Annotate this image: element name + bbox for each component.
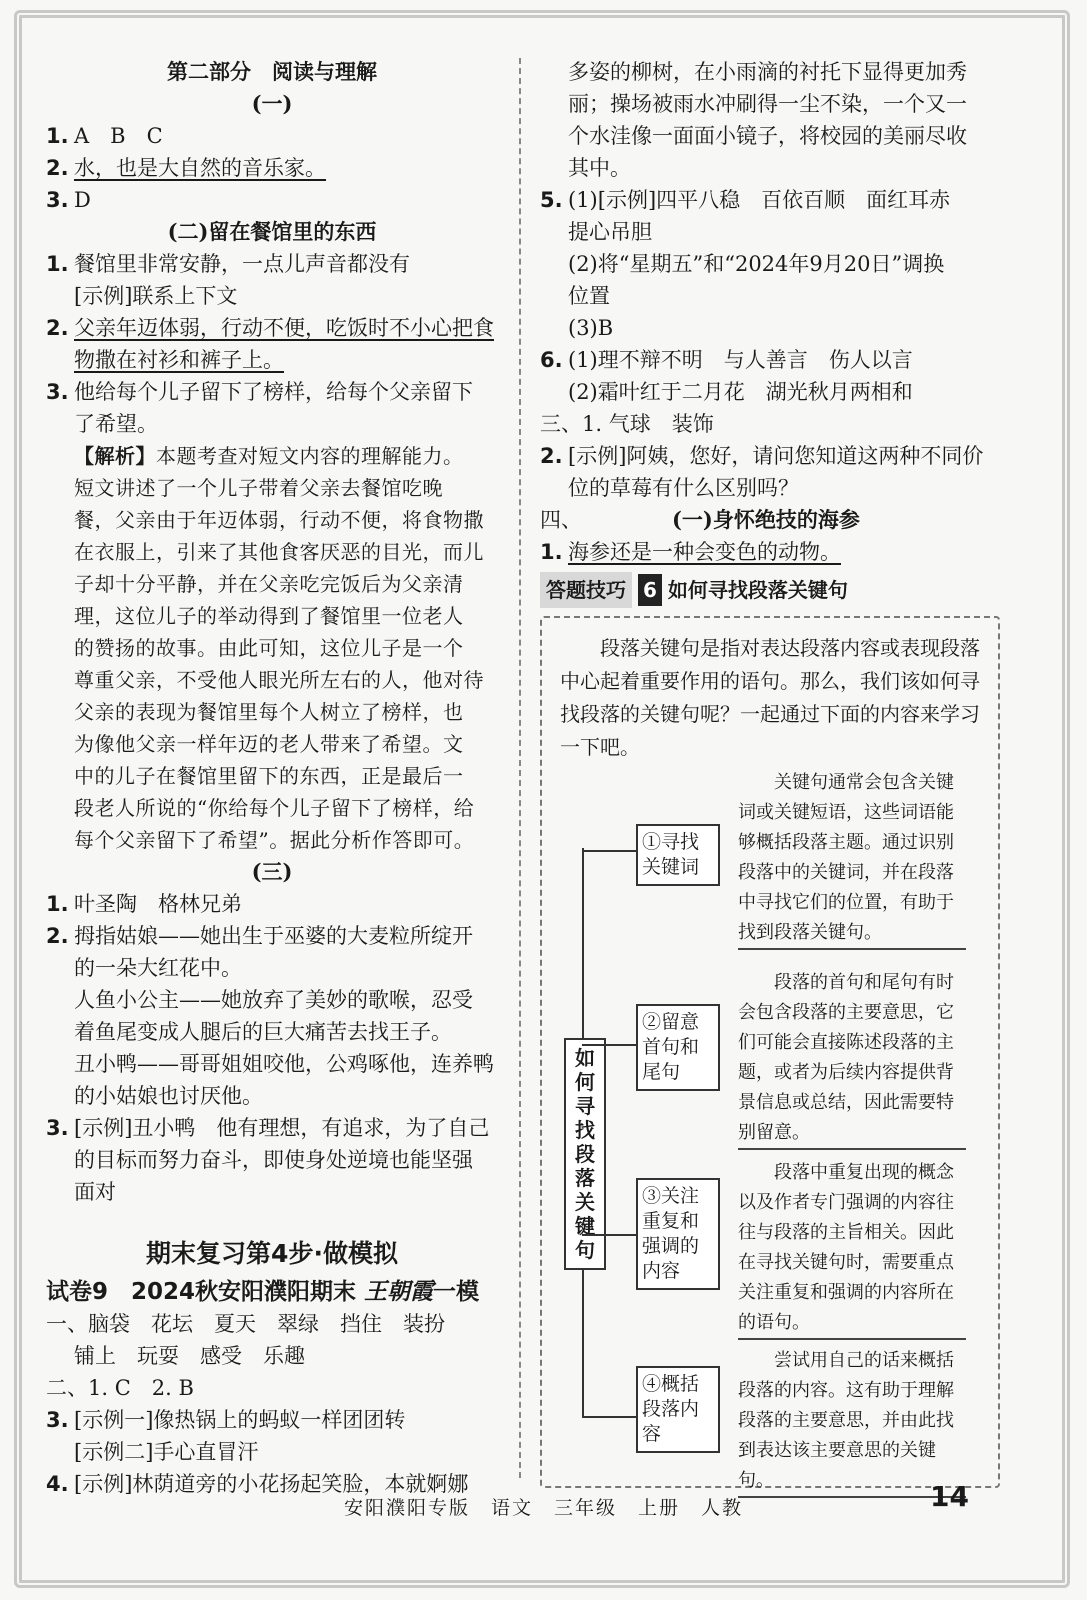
review-title: 期末复习第4步·做模拟 bbox=[146, 1239, 398, 1268]
answer-line: 二、1. C 2. B bbox=[46, 1376, 194, 1400]
section4-heading: 四、 (一)身怀绝技的海参 bbox=[540, 507, 860, 532]
analysis: 【解析】本题考查对短文内容的理解能力。 短文讲述了一个儿子带着父亲去餐馆吃晚 餐，父亲由于年迈体弱，行动不便，将食物撒 在衣服上，引来了其他食客厌恶的目光，而儿 子却十分平静，并在父亲吃完饭后为父亲清 理，这位儿子的举动得到了餐馆里一位老人 的赞扬的故事。由此可知，这位儿子是一个 尊重父亲，不受他人眼光所左右的人，他对待 父亲的表现为餐馆里每个人树立了榜样，也 为像他父亲一样年迈的老人带来了希望。文 中的儿子在餐馆里留下的东西，正是最后一 段老人所说的“你给每个儿子留下了榜样，给 每个父亲留下了希望”。据此分析作答即可。 bbox=[74, 444, 484, 852]
mindmap-branch bbox=[582, 850, 636, 852]
list-item: 1. 餐馆里非常安静，一点儿声音都没有 bbox=[46, 252, 410, 276]
tip-header bbox=[540, 572, 1000, 608]
mindmap-node: ④概括段落内容 bbox=[636, 1366, 720, 1453]
list-item: 2. 拇指姑娘——她出生于巫婆的大麦粒所绽开 bbox=[46, 924, 473, 948]
list-item: 3. [示例]丑小鸭 他有理想，有追求，为了自己 bbox=[46, 1116, 490, 1140]
list-item: 5. (1)[示例]四平八稳 百依百顺 面红耳赤 bbox=[540, 188, 951, 212]
list-item: 1. 海参还是一种会变色的动物。 bbox=[540, 540, 841, 564]
mindmap-node: ③关注重复和强调的内容 bbox=[636, 1178, 720, 1290]
page-number: 14 bbox=[930, 1480, 969, 1513]
page-footer: 安阳濮阳专版 语文 三年级 上册 人教 bbox=[343, 1497, 743, 1519]
answer-line: 三、1. 气球 装饰 bbox=[540, 412, 714, 436]
mindmap-branch bbox=[582, 1234, 636, 1236]
list-item: 3. 他给每个儿子留下了榜样，给每个父亲留下 bbox=[46, 380, 473, 404]
list-item: 2. [示例]阿姨，您好，请问您知道这两种不同价 bbox=[540, 444, 984, 468]
list-item: 6. (1)理不辩不明 与人善言 伤人以言 bbox=[540, 348, 913, 372]
list-item: 3. [示例一]像热锅上的蚂蚁一样团团转 bbox=[46, 1408, 406, 1432]
mindmap-branch bbox=[582, 1044, 636, 1046]
mindmap-node: ①寻找关键词 bbox=[636, 824, 720, 886]
list-item: 3. D bbox=[46, 188, 91, 212]
mindmap-desc: 关键句通常会包含关键词或关键短语，这些词语能够概括段落主题。通过识别段落中的关键词，并在段落中寻找它们的位置，有助于找到段落关键句。 bbox=[738, 768, 966, 950]
tip-title: 如何寻找段落关键句 bbox=[667, 578, 848, 602]
mindmap-center: 如何寻找段落关键句 bbox=[564, 1038, 606, 1270]
list-item: 1. 叶圣陶 格林兄弟 bbox=[46, 892, 242, 916]
answer-line: 了希望。 bbox=[74, 412, 158, 436]
tip-number: 6 bbox=[638, 574, 662, 606]
list-item: 2. 父亲年迈体弱，行动不便，吃饭时不小心把食 bbox=[46, 316, 494, 340]
mindmap-node: ②留意首句和尾句 bbox=[636, 1004, 720, 1091]
tip-label: 答题技巧 bbox=[540, 572, 632, 608]
list-item: 4. [示例]林荫道旁的小花扬起笑脸，本就婀娜 bbox=[46, 1472, 469, 1496]
mindmap-branch bbox=[582, 1416, 636, 1418]
answer-line: 铺上 玩耍 感受 乐趣 bbox=[74, 1344, 305, 1368]
paper-title: 试卷9 2024秋安阳濮阳期末 王朝霞一模 bbox=[46, 1278, 480, 1305]
part2-heading: (二)留在餐馆里的东西 bbox=[167, 219, 377, 244]
mindmap-desc: 尝试用自己的话来概括段落的内容。这有助于理解段落的主要意思，并由此找到表达该主要意思的关键句。 bbox=[738, 1346, 966, 1498]
mindmap-desc: 段落中重复出现的概念以及作者专门强调的内容往往与段落的主旨相关。因此在寻找关键句时，需要重点关注重复和强调的内容所在的语句。 bbox=[738, 1158, 966, 1340]
answer-line: 物撒在衬衫和裤子上。 bbox=[74, 348, 284, 372]
list-item: 2. 水，也是大自然的音乐家。 bbox=[46, 156, 326, 180]
answer-line: [示例]联系上下文 bbox=[74, 284, 238, 308]
brand-signature: 王朝霞 bbox=[364, 1278, 434, 1305]
column-divider bbox=[519, 58, 521, 1478]
left-column: 第二部分 阅读与理解 (一) 1. A B C 2. 水，也是大自然的音乐家。 3. D (二)留在餐馆里的东西 1. 餐馆里非常安静，一点儿声音都没有 [示例]联系上下文 2. 父亲年迈体弱，行动不便，吃饭时不小心把食 物撒在衬衫和裤子上。 3. 他给每个儿子留下了榜样，给每个父亲留下 了希望。 【解析】本题考查对短文内容的理解能力。 短文讲述了一个儿子带着父亲去餐馆吃晚 餐，父亲由于年迈体弱，行动不便，将食物撒 在衣服上，引来了其他食客厌恶的目光，而儿 子却十分平静，并在父亲吃完饭后为父亲清 理，这位儿子的举动得到了餐馆里一位老人 的赞扬的故事。由此可知，这位儿子是一个 尊重父亲，不受他人眼光所左右的人，他对待 父亲的表现为餐馆里每个人树立了榜样，也 为像他父亲一样年迈的老人带来了希望。文 中的儿子在餐馆里留下的东西，正是最后一 段老人所说的“你给每个儿子留下了榜样，给 每个父亲留下了希望”。据此分析作答即可。 (三) 1. 叶圣陶 格林兄弟 2. 拇指姑娘——她出生于巫婆的大麦粒所绽开 的一朵大红花中。 人鱼小公主——她放弃了美妙的歌喉，忍受 着鱼尾变成人腿后的巨大痛苦去找王子。 丑小鸭——哥哥姐姐咬他，公鸡啄他，连养鸭 的小姑娘也讨厌他。 3. [示例]丑小鸭 他有理想，有追求，为了自己 的目标而努力奋斗，即使身处逆境也能坚强 面对 期末复习第4步·做模拟 试卷9 2024秋安阳濮阳期末 王朝霞一模 一、脑袋 花坛 夏天 翠绿 挡住 装扮 铺上 玩耍 感受 乐趣 二、1. C 2. B 3. [示例一]像热锅上的蚂蚁一样团团转 [示例二]手心直冒汗 4. [示例]林荫道旁的小花扬起笑脸，本就婀娜 bbox=[46, 56, 498, 1500]
list-item: 1. A B C bbox=[46, 124, 163, 148]
tip-intro: 段落关键句是指对表达段落内容或表现段落中心起着重要作用的语句。那么，我们该如何寻找段落的关键句呢？一起通过下面的内容来学习一下吧。 bbox=[560, 636, 980, 759]
answer-line: 一、脑袋 花坛 夏天 翠绿 挡住 装扮 bbox=[46, 1312, 445, 1336]
tip-box bbox=[540, 616, 1000, 1491]
right-column: 多姿的柳树，在小雨滴的衬托下显得更加秀 丽；操场被雨水冲刷得一尘不染，一个又一 个水洼像一面面小镜子，将校园的美丽尽收 其中。 5. (1)[示例]四平八稳 百依百顺 面红耳赤 提心吊胆 (2)将“星期五”和“2024年9月20日”调换 位置 (3)B 6. (1)理不辩不明 与人善言 伤人以言 (2)霜叶红于二月花 湖光秋月两相和 三、1. 气球 装饰 2. [示例]阿姨，您好，请问您知道这两种不同价 位的草莓有什么区别吗？ 四、 (一)身怀绝技的海参 1. 海参还是一种会变色的动物。 答题技巧 6 如何寻找段落关键句 段落关键句是指对表达段落内容或表现段落中心起着重要作用的语句。那么，我们该如何寻找段落的关键句呢？一起通过下面的内容来学习一下吧。 如何寻找段落关键句 ①寻找关键词 关键句通常会包含关键词或关键短语，这些词语能够概括段落主题。通过识别段落中的关键词，并在段落中寻找它们的位置，有助于找到段落关键句。 ②留意首句和尾句 段落的首句和尾句有时会包含段落的主要意思，它们可能会直接陈述段落的主题，或者为后续内容提供背景信息或总结，因此需要特别留意。 ③关注重复和强调的内容 段落中重复出现的概念以及作者专门强调的内容往往与段落的主旨相关。因此在寻找关键句时，需要重点关注重复和强调的内容所在的语句。 ④概括段落内容 尝试用自己的话来概括段落的内容。这有助于理解段落的主要意思，并由此找到表达该主要意思的关键句。 bbox=[540, 56, 1000, 1488]
part3-heading: (三) bbox=[251, 859, 293, 884]
mindmap-desc: 段落的首句和尾句有时会包含段落的主要意思，它们可能会直接陈述段落的主题，或者为后续内容提供背景信息或总结，因此需要特别留意。 bbox=[738, 968, 966, 1150]
section-title: 第二部分 阅读与理解 bbox=[167, 59, 377, 84]
part1-heading: (一) bbox=[251, 91, 293, 116]
